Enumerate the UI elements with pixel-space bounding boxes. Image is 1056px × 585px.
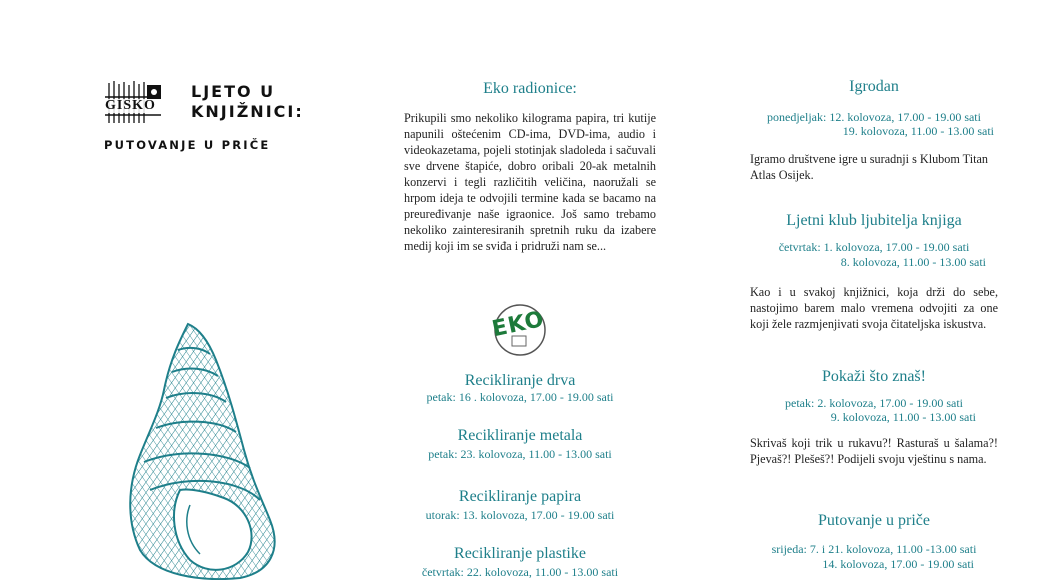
- title-line-2: KNJIŽNICI:: [191, 102, 304, 121]
- eko-badge: [490, 302, 552, 358]
- workshop-title: Recikliranje plastike: [454, 545, 586, 562]
- workshop-date: četvrtak: 22. kolovoza, 11.00 - 13.00 sati: [421, 565, 619, 579]
- klub-heading: Ljetni klub ljubitelja knjiga: [786, 212, 962, 229]
- seashell-illustration: [120, 320, 290, 580]
- eko-heading: Eko radionice:: [483, 80, 577, 97]
- putovanje-date-2: 14. kolovoza, 17.00 - 19.00 sati: [822, 557, 974, 571]
- pokazi-date-2: 9. kolovoza, 11.00 - 13.00 sati: [830, 410, 976, 424]
- putovanje-date-1: srijeda: 7. i 21. kolovoza, 11.00 -13.00 sati: [771, 542, 977, 556]
- workshop-item: [400, 372, 640, 404]
- workshop-title: Recikliranje metala: [457, 427, 583, 444]
- eko-intro-text: Prikupili smo nekoliko kilograma papira, tri kutije napunili oštećenim CD-ima, DVD-ima, audio i videokazetama, pojeli stotinjak sladoleda i sačuvali sve drvene štapiće, dobro oribali 20-ak metalnih konzervi i tegli različitih veličina, naoružali se hrpom ideja te odvojili termine kada se bacamo na preuređivanje naše igraonice. Još samo trebamo nekoliko zainteresiranih spretnih ruku da izabere medij koji im se sviđa i pridruži nam se...: [404, 111, 656, 253]
- eko-badge-label: EKO: [489, 306, 547, 343]
- workshop-date: utorak: 13. kolovoza, 17.00 - 19.00 sati: [425, 508, 615, 522]
- pokazi-text: Skrivaš koji trik u rukavu?! Rasturaš u šalama?! Pjevaš?! Plešeš?! Podijeli svoju vještinu s nama.: [750, 436, 998, 466]
- workshop-title: Recikliranje papira: [458, 488, 582, 505]
- workshop-title: Recikliranje drva: [464, 372, 576, 389]
- igrodan-text: Igramo društvene igre u suradnji s Klubom Titan Atlas Osijek.: [750, 152, 988, 182]
- klub-date-2: 8. kolovoza, 11.00 - 13.00 sati: [840, 255, 986, 269]
- seashell-icon: [120, 320, 290, 580]
- library-logo: [103, 79, 163, 125]
- page-subtitle: PUTOVANJE U PRIČE: [104, 138, 271, 152]
- workshop-date: petak: 23. kolovoza, 11.00 - 13.00 sati: [428, 447, 612, 461]
- pokazi-heading: Pokaži što znaš!: [822, 368, 926, 385]
- putovanje-heading: Putovanje u priče: [818, 512, 930, 529]
- igrodan-heading: Igrodan: [849, 78, 899, 95]
- logo-text: GISKO: [105, 98, 156, 113]
- workshop-item: [400, 427, 640, 461]
- pokazi-date-1: petak: 2. kolovoza, 17.00 - 19.00 sati: [785, 396, 963, 410]
- igrodan-date-1: ponedjeljak: 12. kolovoza, 17.00 - 19.00 sati: [767, 110, 981, 124]
- workshop-item: [400, 545, 640, 579]
- workshop-item: [400, 488, 640, 522]
- klub-date-1: četvrtak: 1. kolovoza, 17.00 - 19.00 sati: [778, 240, 970, 254]
- igrodan-date-2: 19. kolovoza, 11.00 - 13.00 sati: [842, 124, 994, 138]
- title-line-1: LJETO U: [191, 82, 276, 101]
- page-title: [191, 82, 304, 122]
- workshop-date: petak: 16 . kolovoza, 17.00 - 19.00 sati: [426, 390, 614, 404]
- klub-text: Kao i u svakoj knjižnici, koja drži do sebe, nastojimo barem malo vremena odvojiti za one koji žele razmjenjivati svoja čitateljska iskustva.: [750, 285, 998, 331]
